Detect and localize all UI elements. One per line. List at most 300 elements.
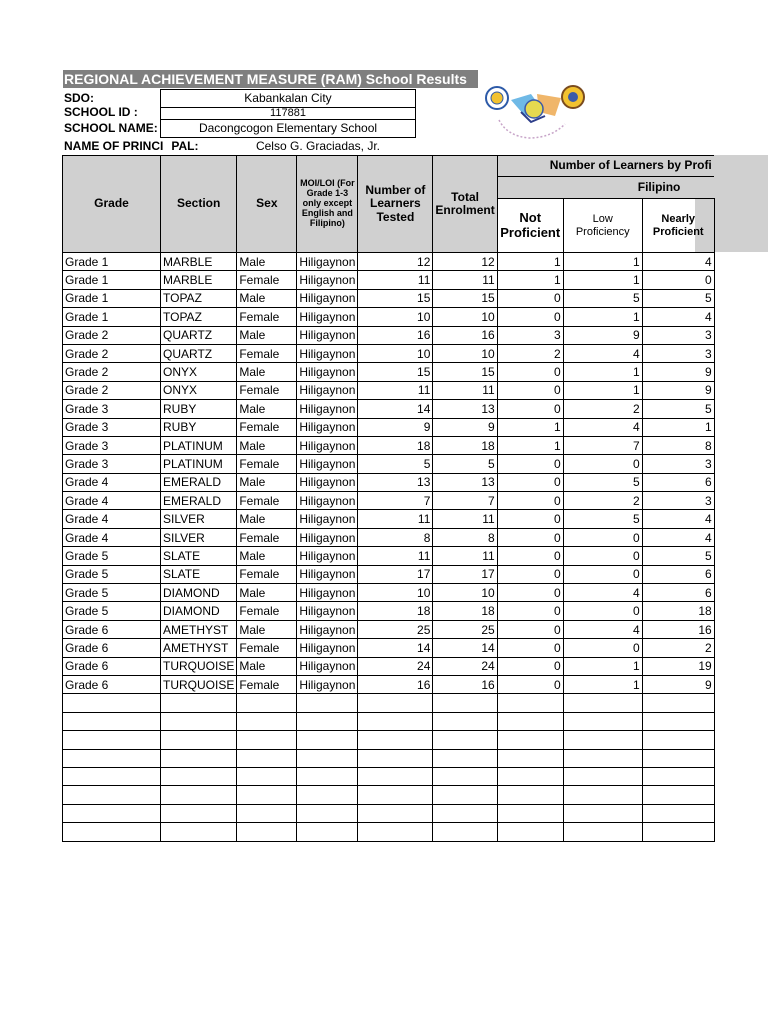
- cell-tested[interactable]: 12: [358, 253, 433, 271]
- cell-sex[interactable]: Female: [237, 639, 297, 657]
- cell-sex[interactable]: Female: [237, 271, 297, 289]
- cell-np[interactable]: 0: [497, 620, 563, 638]
- cell-grade[interactable]: Grade 2: [63, 326, 161, 344]
- empty-cell[interactable]: [297, 823, 358, 841]
- empty-cell[interactable]: [642, 731, 714, 749]
- cell-np[interactable]: 2: [497, 344, 563, 362]
- cell-enrolment[interactable]: 7: [433, 492, 497, 510]
- cell-enrolment[interactable]: 12: [433, 253, 497, 271]
- cell-section[interactable]: EMERALD: [161, 473, 237, 491]
- cell-tested[interactable]: 9: [358, 418, 433, 436]
- empty-cell[interactable]: [433, 712, 497, 730]
- cell-low[interactable]: 9: [563, 326, 642, 344]
- cell-tested[interactable]: 11: [358, 510, 433, 528]
- table-row: [63, 602, 715, 620]
- cell-moi[interactable]: Hiligaynon: [297, 547, 358, 565]
- cell-np[interactable]: 0: [497, 308, 563, 326]
- cell-enrolment[interactable]: 15: [433, 289, 497, 307]
- cell-nearly[interactable]: 5: [642, 400, 714, 418]
- cell-low[interactable]: 1: [563, 657, 642, 675]
- cell-low[interactable]: 0: [563, 455, 642, 473]
- empty-cell[interactable]: [237, 712, 297, 730]
- cell-tested[interactable]: 17: [358, 565, 433, 583]
- cell-sex[interactable]: Male: [237, 657, 297, 675]
- cell-grade[interactable]: Grade 3: [63, 436, 161, 454]
- cell-nearly[interactable]: 4: [642, 253, 714, 271]
- cell-sex[interactable]: Male: [237, 363, 297, 381]
- empty-cell[interactable]: [358, 694, 433, 712]
- cell-section[interactable]: RUBY: [161, 400, 237, 418]
- cell-section[interactable]: QUARTZ: [161, 344, 237, 362]
- cell-nearly[interactable]: 19: [642, 657, 714, 675]
- empty-cell[interactable]: [563, 804, 642, 822]
- col-header-not-proficient: Not Proficient: [497, 199, 563, 253]
- cell-enrolment[interactable]: 10: [433, 308, 497, 326]
- cell-moi[interactable]: Hiligaynon: [297, 253, 358, 271]
- cell-grade[interactable]: Grade 1: [63, 271, 161, 289]
- cell-section[interactable]: SILVER: [161, 510, 237, 528]
- cell-nearly[interactable]: 3: [642, 455, 714, 473]
- cell-tested[interactable]: 10: [358, 344, 433, 362]
- cell-grade[interactable]: Grade 5: [63, 602, 161, 620]
- empty-cell[interactable]: [358, 749, 433, 767]
- cell-nearly[interactable]: 6: [642, 473, 714, 491]
- empty-cell[interactable]: [237, 694, 297, 712]
- cell-section[interactable]: PLATINUM: [161, 455, 237, 473]
- empty-cell[interactable]: [433, 731, 497, 749]
- cell-low[interactable]: 4: [563, 620, 642, 638]
- empty-cell[interactable]: [433, 786, 497, 804]
- cell-section[interactable]: TURQUOISE: [161, 675, 237, 693]
- empty-cell[interactable]: [161, 712, 237, 730]
- empty-cell[interactable]: [563, 694, 642, 712]
- cell-tested[interactable]: 11: [358, 271, 433, 289]
- cell-enrolment[interactable]: 15: [433, 363, 497, 381]
- cell-low[interactable]: 0: [563, 565, 642, 583]
- cell-moi[interactable]: Hiligaynon: [297, 455, 358, 473]
- empty-cell[interactable]: [433, 749, 497, 767]
- cell-np[interactable]: 3: [497, 326, 563, 344]
- cell-sex[interactable]: Male: [237, 326, 297, 344]
- empty-cell[interactable]: [63, 804, 161, 822]
- cell-moi[interactable]: Hiligaynon: [297, 473, 358, 491]
- cell-np[interactable]: 1: [497, 253, 563, 271]
- cell-moi[interactable]: Hiligaynon: [297, 657, 358, 675]
- cell-section[interactable]: TOPAZ: [161, 289, 237, 307]
- cell-enrolment[interactable]: 18: [433, 602, 497, 620]
- cell-sex[interactable]: Male: [237, 547, 297, 565]
- cell-grade[interactable]: Grade 6: [63, 675, 161, 693]
- cell-moi[interactable]: Hiligaynon: [297, 289, 358, 307]
- cell-moi[interactable]: Hiligaynon: [297, 418, 358, 436]
- cell-low[interactable]: 0: [563, 639, 642, 657]
- cell-enrolment[interactable]: 11: [433, 381, 497, 399]
- cell-enrolment[interactable]: 10: [433, 344, 497, 362]
- cell-low[interactable]: 1: [563, 308, 642, 326]
- cell-sex[interactable]: Female: [237, 565, 297, 583]
- sdo-value[interactable]: Kabankalan City: [160, 89, 416, 107]
- table-row: [63, 528, 715, 546]
- cell-np[interactable]: 0: [497, 639, 563, 657]
- empty-cell[interactable]: [237, 731, 297, 749]
- cell-grade[interactable]: Grade 3: [63, 455, 161, 473]
- cell-moi[interactable]: Hiligaynon: [297, 602, 358, 620]
- cell-tested[interactable]: 5: [358, 455, 433, 473]
- cell-grade[interactable]: Grade 3: [63, 400, 161, 418]
- cell-section[interactable]: SLATE: [161, 547, 237, 565]
- cell-nearly[interactable]: 8: [642, 436, 714, 454]
- empty-cell[interactable]: [563, 823, 642, 841]
- cell-sex[interactable]: Female: [237, 418, 297, 436]
- cell-np[interactable]: 0: [497, 547, 563, 565]
- cell-grade[interactable]: Grade 3: [63, 418, 161, 436]
- cell-np[interactable]: 0: [497, 473, 563, 491]
- cell-grade[interactable]: Grade 6: [63, 657, 161, 675]
- cell-grade[interactable]: Grade 6: [63, 639, 161, 657]
- cell-enrolment[interactable]: 17: [433, 565, 497, 583]
- empty-cell[interactable]: [433, 804, 497, 822]
- cell-nearly[interactable]: 4: [642, 510, 714, 528]
- cell-low[interactable]: 4: [563, 344, 642, 362]
- empty-cell[interactable]: [297, 694, 358, 712]
- cell-enrolment[interactable]: 16: [433, 326, 497, 344]
- cell-moi[interactable]: Hiligaynon: [297, 584, 358, 602]
- cell-low[interactable]: 0: [563, 602, 642, 620]
- cell-np[interactable]: 0: [497, 363, 563, 381]
- cell-tested[interactable]: 7: [358, 492, 433, 510]
- cell-moi[interactable]: Hiligaynon: [297, 565, 358, 583]
- cell-tested[interactable]: 11: [358, 547, 433, 565]
- cell-enrolment[interactable]: 11: [433, 271, 497, 289]
- cell-tested[interactable]: 18: [358, 602, 433, 620]
- empty-cell[interactable]: [63, 823, 161, 841]
- cell-section[interactable]: SLATE: [161, 565, 237, 583]
- cell-np[interactable]: 0: [497, 492, 563, 510]
- cell-enrolment[interactable]: 16: [433, 675, 497, 693]
- cell-sex[interactable]: Male: [237, 400, 297, 418]
- cell-sex[interactable]: Female: [237, 602, 297, 620]
- empty-cell[interactable]: [161, 731, 237, 749]
- cell-grade[interactable]: Grade 4: [63, 492, 161, 510]
- cell-low[interactable]: 0: [563, 528, 642, 546]
- cell-sex[interactable]: Male: [237, 436, 297, 454]
- cell-tested[interactable]: 10: [358, 584, 433, 602]
- cell-grade[interactable]: Grade 1: [63, 253, 161, 271]
- cell-enrolment[interactable]: 13: [433, 473, 497, 491]
- cell-low[interactable]: 2: [563, 400, 642, 418]
- cell-grade[interactable]: Grade 2: [63, 363, 161, 381]
- empty-cell[interactable]: [563, 767, 642, 785]
- cell-grade[interactable]: Grade 6: [63, 620, 161, 638]
- cell-enrolment[interactable]: 25: [433, 620, 497, 638]
- empty-cell[interactable]: [237, 804, 297, 822]
- cell-enrolment[interactable]: 5: [433, 455, 497, 473]
- cell-section[interactable]: ONYX: [161, 381, 237, 399]
- empty-cell[interactable]: [297, 786, 358, 804]
- cell-low[interactable]: 1: [563, 381, 642, 399]
- empty-cell[interactable]: [358, 712, 433, 730]
- empty-cell[interactable]: [642, 786, 714, 804]
- cell-sex[interactable]: Male: [237, 584, 297, 602]
- empty-cell[interactable]: [237, 786, 297, 804]
- cell-grade[interactable]: Grade 4: [63, 510, 161, 528]
- cell-moi[interactable]: Hiligaynon: [297, 326, 358, 344]
- empty-cell[interactable]: [161, 694, 237, 712]
- cell-nearly[interactable]: 6: [642, 584, 714, 602]
- cell-sex[interactable]: Female: [237, 381, 297, 399]
- table-row: [63, 308, 715, 326]
- cell-sex[interactable]: Female: [237, 492, 297, 510]
- cell-nearly[interactable]: 0: [642, 271, 714, 289]
- empty-cell[interactable]: [63, 767, 161, 785]
- empty-cell[interactable]: [161, 823, 237, 841]
- empty-cell[interactable]: [63, 694, 161, 712]
- cell-nearly[interactable]: 3: [642, 344, 714, 362]
- cell-tested[interactable]: 14: [358, 639, 433, 657]
- cell-np[interactable]: 1: [497, 271, 563, 289]
- empty-cell[interactable]: [563, 786, 642, 804]
- empty-cell[interactable]: [563, 712, 642, 730]
- cell-sex[interactable]: Female: [237, 528, 297, 546]
- cell-sex[interactable]: Female: [237, 344, 297, 362]
- cell-section[interactable]: QUARTZ: [161, 326, 237, 344]
- cell-section[interactable]: DIAMOND: [161, 584, 237, 602]
- empty-cell[interactable]: [642, 823, 714, 841]
- cell-np[interactable]: 0: [497, 565, 563, 583]
- cell-nearly[interactable]: 4: [642, 528, 714, 546]
- empty-cell[interactable]: [497, 731, 563, 749]
- empty-cell[interactable]: [297, 804, 358, 822]
- cell-enrolment[interactable]: 11: [433, 510, 497, 528]
- cell-tested[interactable]: 15: [358, 289, 433, 307]
- cell-np[interactable]: 0: [497, 675, 563, 693]
- cell-moi[interactable]: Hiligaynon: [297, 271, 358, 289]
- cell-low[interactable]: 4: [563, 584, 642, 602]
- cell-np[interactable]: 0: [497, 528, 563, 546]
- cell-tested[interactable]: 16: [358, 326, 433, 344]
- empty-cell[interactable]: [563, 731, 642, 749]
- empty-cell[interactable]: [642, 694, 714, 712]
- empty-cell[interactable]: [237, 749, 297, 767]
- cell-sex[interactable]: Female: [237, 455, 297, 473]
- cell-enrolment[interactable]: 9: [433, 418, 497, 436]
- cell-enrolment[interactable]: 8: [433, 528, 497, 546]
- cell-grade[interactable]: Grade 2: [63, 344, 161, 362]
- cell-tested[interactable]: 16: [358, 675, 433, 693]
- cell-sex[interactable]: Male: [237, 473, 297, 491]
- cell-low[interactable]: 1: [563, 271, 642, 289]
- cell-section[interactable]: AMETHYST: [161, 620, 237, 638]
- cell-np[interactable]: 0: [497, 455, 563, 473]
- cell-section[interactable]: SILVER: [161, 528, 237, 546]
- cell-sex[interactable]: Male: [237, 289, 297, 307]
- cell-section[interactable]: AMETHYST: [161, 639, 237, 657]
- empty-cell[interactable]: [63, 786, 161, 804]
- cell-nearly[interactable]: 16: [642, 620, 714, 638]
- cell-tested[interactable]: 11: [358, 381, 433, 399]
- cell-section[interactable]: MARBLE: [161, 253, 237, 271]
- cell-grade[interactable]: Grade 4: [63, 473, 161, 491]
- empty-cell[interactable]: [297, 767, 358, 785]
- cell-low[interactable]: 4: [563, 418, 642, 436]
- empty-cell[interactable]: [497, 712, 563, 730]
- cell-grade[interactable]: Grade 2: [63, 381, 161, 399]
- cell-grade[interactable]: Grade 1: [63, 289, 161, 307]
- cell-tested[interactable]: 24: [358, 657, 433, 675]
- cell-sex[interactable]: Female: [237, 675, 297, 693]
- cell-nearly[interactable]: 4: [642, 308, 714, 326]
- cell-tested[interactable]: 15: [358, 363, 433, 381]
- cell-np[interactable]: 0: [497, 289, 563, 307]
- empty-cell[interactable]: [358, 804, 433, 822]
- empty-cell[interactable]: [358, 767, 433, 785]
- cell-moi[interactable]: Hiligaynon: [297, 344, 358, 362]
- cell-nearly[interactable]: 9: [642, 381, 714, 399]
- empty-cell[interactable]: [433, 694, 497, 712]
- empty-cell[interactable]: [297, 712, 358, 730]
- cell-enrolment[interactable]: 13: [433, 400, 497, 418]
- cell-nearly[interactable]: 9: [642, 363, 714, 381]
- empty-cell[interactable]: [642, 712, 714, 730]
- empty-cell[interactable]: [63, 731, 161, 749]
- cell-section[interactable]: TURQUOISE: [161, 657, 237, 675]
- empty-cell[interactable]: [358, 823, 433, 841]
- cell-moi[interactable]: Hiligaynon: [297, 639, 358, 657]
- cell-moi[interactable]: Hiligaynon: [297, 308, 358, 326]
- cell-tested[interactable]: 10: [358, 308, 433, 326]
- empty-cell[interactable]: [497, 767, 563, 785]
- cell-moi[interactable]: Hiligaynon: [297, 528, 358, 546]
- cell-low[interactable]: 5: [563, 289, 642, 307]
- cell-nearly[interactable]: 9: [642, 675, 714, 693]
- empty-cell[interactable]: [297, 749, 358, 767]
- cell-low[interactable]: 2: [563, 492, 642, 510]
- empty-cell[interactable]: [358, 731, 433, 749]
- empty-cell[interactable]: [497, 804, 563, 822]
- cell-section[interactable]: PLATINUM: [161, 436, 237, 454]
- cell-nearly[interactable]: 6: [642, 565, 714, 583]
- cell-moi[interactable]: Hiligaynon: [297, 400, 358, 418]
- cell-tested[interactable]: 8: [358, 528, 433, 546]
- school-id-label: SCHOOL ID :: [64, 105, 138, 119]
- empty-cell[interactable]: [358, 786, 433, 804]
- cell-low[interactable]: 1: [563, 675, 642, 693]
- cell-tested[interactable]: 13: [358, 473, 433, 491]
- cell-np[interactable]: 1: [497, 418, 563, 436]
- cell-nearly[interactable]: 5: [642, 547, 714, 565]
- empty-cell[interactable]: [297, 731, 358, 749]
- empty-cell[interactable]: [161, 786, 237, 804]
- cell-sex[interactable]: Female: [237, 308, 297, 326]
- principal-value[interactable]: Celso G. Graciadas, Jr.: [255, 139, 381, 153]
- cell-np[interactable]: 0: [497, 510, 563, 528]
- cell-moi[interactable]: Hiligaynon: [297, 492, 358, 510]
- cell-sex[interactable]: Male: [237, 253, 297, 271]
- empty-cell[interactable]: [433, 767, 497, 785]
- cell-moi[interactable]: Hiligaynon: [297, 436, 358, 454]
- results-table: [62, 155, 715, 842]
- cell-section[interactable]: TOPAZ: [161, 308, 237, 326]
- cell-low[interactable]: 5: [563, 510, 642, 528]
- cell-moi[interactable]: Hiligaynon: [297, 381, 358, 399]
- cell-np[interactable]: 0: [497, 602, 563, 620]
- cell-section[interactable]: MARBLE: [161, 271, 237, 289]
- cell-grade[interactable]: Grade 5: [63, 547, 161, 565]
- empty-cell[interactable]: [63, 749, 161, 767]
- cell-section[interactable]: RUBY: [161, 418, 237, 436]
- empty-cell[interactable]: [161, 749, 237, 767]
- cell-sex[interactable]: Male: [237, 620, 297, 638]
- cell-tested[interactable]: 25: [358, 620, 433, 638]
- cell-np[interactable]: 0: [497, 400, 563, 418]
- cell-np[interactable]: 1: [497, 436, 563, 454]
- cell-tested[interactable]: 14: [358, 400, 433, 418]
- empty-cell[interactable]: [237, 823, 297, 841]
- cell-np[interactable]: 0: [497, 381, 563, 399]
- cell-np[interactable]: 0: [497, 584, 563, 602]
- cell-section[interactable]: ONYX: [161, 363, 237, 381]
- table-row: [63, 326, 715, 344]
- cell-nearly[interactable]: 2: [642, 639, 714, 657]
- cell-low[interactable]: 1: [563, 253, 642, 271]
- cell-low[interactable]: 0: [563, 547, 642, 565]
- cell-enrolment[interactable]: 24: [433, 657, 497, 675]
- school-id-value[interactable]: 117881: [160, 107, 416, 119]
- school-name-value[interactable]: Dacongcogon Elementary School: [160, 119, 416, 137]
- cell-enrolment[interactable]: 14: [433, 639, 497, 657]
- empty-cell[interactable]: [497, 749, 563, 767]
- cell-nearly[interactable]: 5: [642, 289, 714, 307]
- cell-tested[interactable]: 18: [358, 436, 433, 454]
- cell-section[interactable]: EMERALD: [161, 492, 237, 510]
- cell-nearly[interactable]: 18: [642, 602, 714, 620]
- empty-cell[interactable]: [63, 712, 161, 730]
- cell-nearly[interactable]: 1: [642, 418, 714, 436]
- cell-np[interactable]: 0: [497, 657, 563, 675]
- cell-grade[interactable]: Grade 4: [63, 528, 161, 546]
- cell-enrolment[interactable]: 11: [433, 547, 497, 565]
- empty-cell[interactable]: [642, 804, 714, 822]
- cell-moi[interactable]: Hiligaynon: [297, 363, 358, 381]
- cell-grade[interactable]: Grade 1: [63, 308, 161, 326]
- cell-low[interactable]: 5: [563, 473, 642, 491]
- empty-cell[interactable]: [642, 749, 714, 767]
- empty-cell[interactable]: [161, 804, 237, 822]
- cell-moi[interactable]: Hiligaynon: [297, 620, 358, 638]
- empty-cell[interactable]: [497, 786, 563, 804]
- cell-low[interactable]: 1: [563, 363, 642, 381]
- cell-moi[interactable]: Hiligaynon: [297, 675, 358, 693]
- cell-enrolment[interactable]: 10: [433, 584, 497, 602]
- cell-nearly[interactable]: 3: [642, 326, 714, 344]
- col-header-tested: Number of Learners Tested: [358, 156, 433, 253]
- cell-grade[interactable]: Grade 5: [63, 584, 161, 602]
- empty-cell[interactable]: [237, 767, 297, 785]
- cell-enrolment[interactable]: 18: [433, 436, 497, 454]
- empty-cell[interactable]: [161, 767, 237, 785]
- empty-cell[interactable]: [497, 694, 563, 712]
- empty-cell[interactable]: [563, 749, 642, 767]
- cell-nearly[interactable]: 3: [642, 492, 714, 510]
- cell-sex[interactable]: Male: [237, 510, 297, 528]
- empty-cell[interactable]: [642, 767, 714, 785]
- empty-cell[interactable]: [497, 823, 563, 841]
- cell-section[interactable]: DIAMOND: [161, 602, 237, 620]
- cell-low[interactable]: 7: [563, 436, 642, 454]
- cell-moi[interactable]: Hiligaynon: [297, 510, 358, 528]
- empty-cell[interactable]: [433, 823, 497, 841]
- cell-grade[interactable]: Grade 5: [63, 565, 161, 583]
